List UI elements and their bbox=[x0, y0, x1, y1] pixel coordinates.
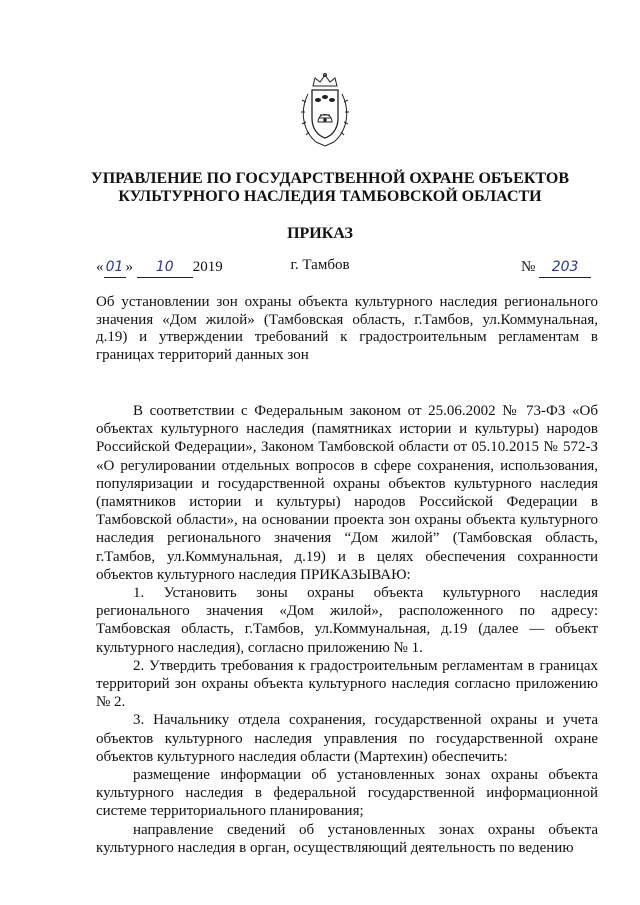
city: г. Тамбов bbox=[290, 257, 350, 273]
order-title: Об установлении зон охраны объекта культурного наследия регионального значения «Дом жилой» (Тамбовская область, г.Тамбов, ул.Коммунальная, д.19) и утверждении требований к градостроительным регламентам в границах территорий данных зон bbox=[96, 294, 598, 363]
date-month: 10 bbox=[137, 257, 193, 278]
document-type: ПРИКАЗ bbox=[287, 225, 353, 242]
order-number bbox=[521, 257, 591, 278]
order-body bbox=[96, 402, 598, 857]
number-value: 203 bbox=[539, 257, 591, 278]
date-quote-open: « bbox=[96, 259, 104, 275]
preamble-paragraph: В соответствии с Федеральным законом от 25.06.2002 № 73-ФЗ «Об объектах культурного наследия (памятниках истории и культуры) народов Российской Федерации», Законом Тамбовской области от 05.10.2015 № 572-З «О регулировании отдельных вопросов в сфере сохранения, использования, популяризации и государственной охраны объектов культурного наследия (памятников истории и культуры) народов Российской Федерации в Тамбовской области», на основании проекта зон охраны объекта культурного наследия регионального значения “Дом жилой” (Тамбовская область, г.Тамбов, ул.Коммунальная, д.19) и в целях обеспечения сохранности объектов культурного наследия ПРИКАЗЫВАЮ: bbox=[96, 403, 598, 583]
date-quote-close: » bbox=[125, 259, 133, 275]
coat-of-arms-emblem bbox=[298, 72, 352, 148]
agency-line-2: КУЛЬТУРНОГО НАСЛЕДИЯ ТАМБОВСКОЙ ОБЛАСТИ bbox=[118, 188, 542, 205]
item-3-subitem-b: направление сведений об установленных зонах охраны объекта культурного наследия в орган, осуществляющий деятельность по ведению bbox=[96, 821, 598, 856]
agency-line-1: УПРАВЛЕНИЕ ПО ГОСУДАРСТВЕННОЙ ОХРАНЕ ОБЪЕКТОВ bbox=[90, 170, 569, 187]
item-2: 2. Утвердить требования к градостроительным регламентам в границах территорий зон охраны объекта культурного наследия согласно приложению № 2. bbox=[96, 657, 598, 711]
number-prefix: № bbox=[521, 259, 536, 275]
item-1: 1. Установить зоны охраны объекта культурного наследия регионального значения «Дом жилой», расположенного по адресу: Тамбовская область, г.Тамбов, ул.Коммунальная, д.19 (далее — объект культурного наследия), согласно приложению № 1. bbox=[96, 585, 598, 656]
date-day: 01 bbox=[104, 257, 126, 278]
item-3: 3. Начальнику отдела сохранения, государственной охраны и учета объектов культурного наследия управления по государственной охране объектов культурного наследия области (Мартехин) обеспечить: bbox=[96, 712, 598, 765]
date-year: 2019 bbox=[192, 259, 223, 275]
agency-name bbox=[60, 170, 600, 206]
item-3-subitem-a: размещение информации об установленных зонах охраны объекта культурного наследия в федеральной государственной информационной системе территориального планирования; bbox=[96, 767, 598, 820]
